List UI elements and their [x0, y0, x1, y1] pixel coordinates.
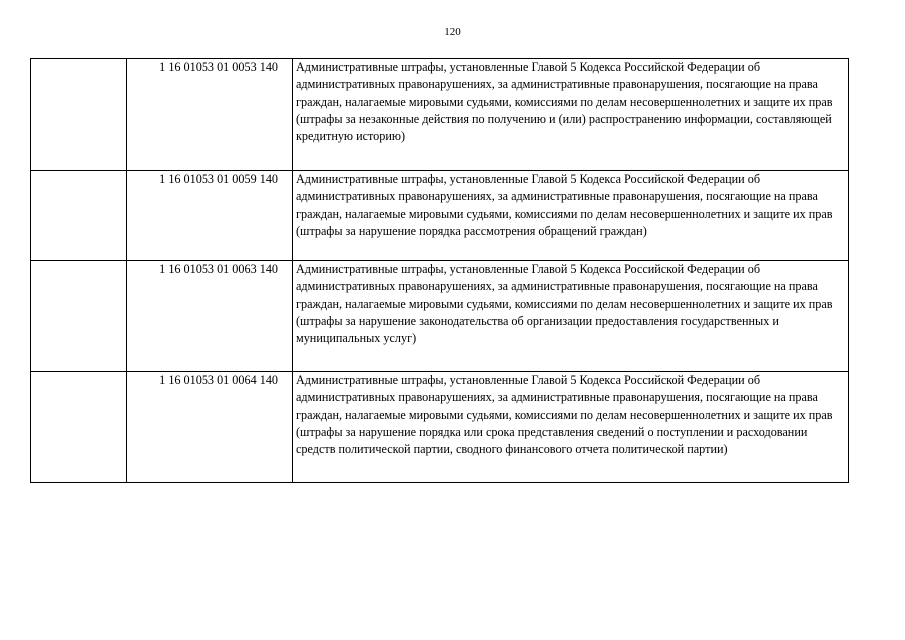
- row-empty-cell: [31, 261, 127, 372]
- classification-description: Административные штрафы, установленные Главой 5 Кодекса Российской Федерации об административных правонарушениях, за административные правонарушения, посягающие на права граждан, налагаемые мировыми судьями, комиссиями по делам несовершеннолетних и защите их прав (штрафы за нарушение порядка рассмотрения обращений граждан): [293, 171, 849, 261]
- row-empty-cell: [31, 59, 127, 171]
- table-row: [31, 59, 849, 171]
- row-empty-cell: [31, 171, 127, 261]
- table-row: [31, 171, 849, 261]
- classification-code: 1 16 01053 01 0063 140: [127, 261, 293, 372]
- classification-description: Административные штрафы, установленные Главой 5 Кодекса Российской Федерации об административных правонарушениях, за административные правонарушения, посягающие на права граждан, налагаемые мировыми судьями, комиссиями по делам несовершеннолетних и защите их прав (штрафы за нарушение законодательства об организации предоставления государственных и муниципальных услуг): [293, 261, 849, 372]
- classification-description: Административные штрафы, установленные Главой 5 Кодекса Российской Федерации об административных правонарушениях, за административные правонарушения, посягающие на права граждан, налагаемые мировыми судьями, комиссиями по делам несовершеннолетних и защите их прав (штрафы за незаконные действия по получению и (или) распространению информации, составляющей кредитную историю): [293, 59, 849, 171]
- classification-code: 1 16 01053 01 0064 140: [127, 372, 293, 483]
- classification-table: [30, 58, 849, 483]
- table-row: [31, 261, 849, 372]
- classification-code: 1 16 01053 01 0059 140: [127, 171, 293, 261]
- classification-code: 1 16 01053 01 0053 140: [127, 59, 293, 171]
- row-empty-cell: [31, 372, 127, 483]
- table-row: [31, 372, 849, 483]
- page-number: 120: [444, 26, 461, 38]
- classification-description: Административные штрафы, установленные Главой 5 Кодекса Российской Федерации об административных правонарушениях, за административные правонарушения, посягающие на права граждан, налагаемые мировыми судьями, комиссиями по делам несовершеннолетних и защите их прав (штрафы за нарушение порядка или срока представления сведений о поступлении и расходовании средств политической партии, сводного финансового отчета политической партии): [293, 372, 849, 483]
